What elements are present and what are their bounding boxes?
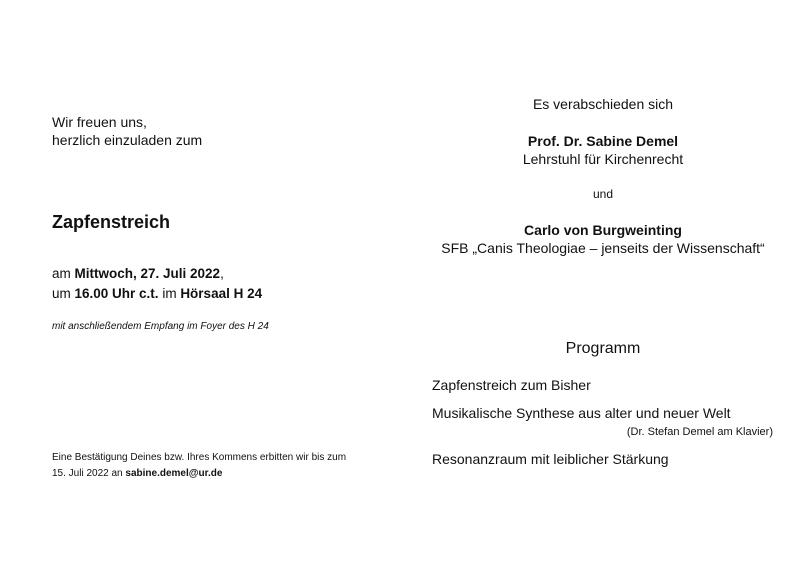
event-title: Zapfenstreich [52,212,171,232]
date-suffix: , [220,266,224,281]
host-1-role: Lehrstuhl für Kirchenrecht [522,151,684,167]
reception-note: mit anschließendem Empfang im Foyer des H 24 [52,321,269,332]
host-2-name: Carlo von Burgweinting [524,222,682,238]
rsvp-line-1: Eine Bestätigung Deines bzw. Ihres Kommens erbitten wir bis zum [52,452,347,463]
host-2-role: SFB „Canis Theologiae – jenseits der Wissenschaft“ [441,240,765,256]
rsvp-note [52,450,346,482]
event-location: Hörsaal H 24 [180,286,263,301]
intro-line-2: herzlich einzuladen zum [52,132,203,148]
farewell-heading: Es verabschieden sich [532,96,674,112]
rsvp-line-2 [52,466,346,482]
event-date-line [52,264,262,284]
time-mid: im [158,286,181,301]
host-1-name: Prof. Dr. Sabine Demel [527,133,679,149]
rsvp-email: sabine.demel@ur.de [125,468,223,479]
date-prefix: am [52,266,75,281]
program-item-note: (Dr. Stefan Demel am Klavier) [626,426,773,438]
event-time-line [52,284,262,304]
time-prefix: um [52,286,75,301]
intro-line-1: Wir freuen uns, [52,114,147,130]
program-title: Programm [565,340,641,357]
event-time: 16.00 Uhr c.t. [74,286,159,301]
program-item: Musikalische Synthese aus alter und neuer Welt [432,405,731,421]
event-date: Mittwoch, 27. Juli 2022 [74,266,221,281]
program-item: Zapfenstreich zum Bisher [432,377,591,393]
program-item: Resonanzraum mit leiblicher Stärkung [432,451,669,467]
conjunction: und [592,187,614,201]
rsvp-deadline: 15. Juli 2022 an [52,468,126,479]
intro-text [52,113,202,149]
event-date-time [52,264,262,304]
